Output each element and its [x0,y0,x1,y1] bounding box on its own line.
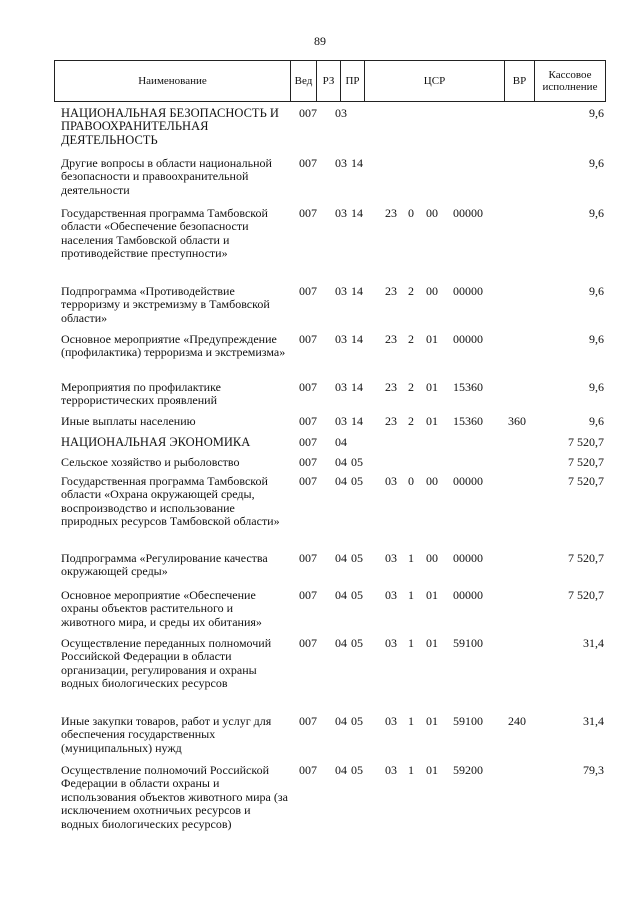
row-ved: 007 [299,206,317,220]
row-ved: 007 [299,551,317,565]
row-name: Основное мероприятие «Обеспечение охраны объектов растительного и животного мира, и среды их обитания» [61,588,262,629]
row-name: НАЦИОНАЛЬНАЯ БЕЗОПАСНОСТЬ И ПРАВООХРАНИТЕЛЬНАЯ ДЕЯТЕЛЬНОСТЬ [61,106,279,147]
row-pr: 05 [351,455,363,469]
row-rz: 03 [335,414,347,428]
row-c3: 01 [426,332,438,346]
row-c2: 1 [408,763,414,777]
row-rz: 03 [335,206,347,220]
row-amount: 9,6 [589,106,604,120]
row-ved: 007 [299,636,317,650]
row-amount: 7 520,7 [568,474,604,488]
row-c4: 15360 [453,380,483,394]
row-ved: 007 [299,435,317,449]
row-c4: 00000 [453,284,483,298]
row-pr: 05 [351,588,363,602]
row-ved: 007 [299,156,317,170]
row-ved: 007 [299,106,317,120]
row-pr: 05 [351,551,363,565]
row-c1: 03 [385,551,397,565]
row-c2: 2 [408,332,414,346]
row-name: Другие вопросы в области национальной безопасности и правоохранительной деятельности [61,156,272,197]
row-c4: 59200 [453,763,483,777]
row-rz: 03 [335,106,347,120]
table-header [54,60,606,102]
row-c1: 23 [385,332,397,346]
row-c3: 01 [426,414,438,428]
row-amount: 9,6 [589,332,604,346]
row-ved: 007 [299,332,317,346]
row-c2: 1 [408,551,414,565]
row-name: Осуществление полномочий Российской Федерации в области охраны и использования объектов животного мира (за исключением охотничьих ресурсов и водных биологических ресурсов) [61,763,288,831]
row-c2: 1 [408,588,414,602]
row-pr: 14 [351,156,363,170]
row-name: Государственная программа Тамбовской области «Обеспечение безопасности населения Тамбовской области и противодействие преступности» [61,206,268,261]
row-amount: 31,4 [583,636,604,650]
row-ved: 007 [299,455,317,469]
row-name: Осуществление переданных полномочий Российской Федерации в области организации, регулирования и охраны водных биологических ресурсов [61,636,272,691]
row-pr: 14 [351,206,363,220]
row-c1: 03 [385,763,397,777]
row-ved: 007 [299,763,317,777]
row-pr: 05 [351,636,363,650]
row-c4: 15360 [453,414,483,428]
row-c4: 00000 [453,551,483,565]
row-c3: 01 [426,380,438,394]
row-ved: 007 [299,474,317,488]
row-c2: 2 [408,284,414,298]
row-c1: 23 [385,206,397,220]
row-pr: 05 [351,714,363,728]
row-amount: 31,4 [583,714,604,728]
row-c1: 03 [385,588,397,602]
row-pr: 05 [351,763,363,777]
column-header-csr: ЦСР [365,61,505,101]
row-c3: 00 [426,474,438,488]
row-c2: 1 [408,714,414,728]
row-rz: 03 [335,380,347,394]
row-vr: 240 [508,714,526,728]
row-c4: 00000 [453,474,483,488]
row-pr: 14 [351,284,363,298]
row-rz: 04 [335,455,347,469]
row-c1: 03 [385,636,397,650]
row-amount: 7 520,7 [568,455,604,469]
row-rz: 04 [335,588,347,602]
row-amount: 79,3 [583,763,604,777]
row-rz: 03 [335,156,347,170]
row-pr: 14 [351,332,363,346]
row-ved: 007 [299,284,317,298]
row-rz: 04 [335,714,347,728]
row-name: Мероприятия по профилактике террористических проявлений [61,380,221,408]
row-name: Иные закупки товаров, работ и услуг для обеспечения государственных (муниципальных) нужд [61,714,272,755]
row-amount: 9,6 [589,156,604,170]
row-c3: 00 [426,551,438,565]
column-header-rz: РЗ [317,61,341,101]
row-ved: 007 [299,414,317,428]
row-c1: 03 [385,474,397,488]
row-c4: 59100 [453,636,483,650]
row-c4: 59100 [453,714,483,728]
row-ved: 007 [299,380,317,394]
column-header-pr: ПР [341,61,365,101]
column-header-amount: Кассовое исполнение [542,69,598,93]
row-c2: 2 [408,414,414,428]
row-pr: 05 [351,474,363,488]
row-c2: 1 [408,636,414,650]
row-c3: 00 [426,206,438,220]
column-header-vr: ВР [505,61,535,101]
row-c3: 01 [426,636,438,650]
row-rz: 04 [335,551,347,565]
column-header-ved: Вед [291,61,317,101]
page-number: 89 [314,34,326,48]
row-c3: 01 [426,763,438,777]
row-rz: 04 [335,435,347,449]
row-rz: 03 [335,332,347,346]
row-amount: 7 520,7 [568,551,604,565]
row-c1: 03 [385,714,397,728]
row-c1: 23 [385,414,397,428]
row-amount: 9,6 [589,380,604,394]
row-amount: 7 520,7 [568,588,604,602]
row-c4: 00000 [453,206,483,220]
row-amount: 9,6 [589,414,604,428]
column-header-name: Наименование [55,61,291,101]
row-amount: 9,6 [589,206,604,220]
row-rz: 04 [335,636,347,650]
row-rz: 03 [335,284,347,298]
row-c1: 23 [385,284,397,298]
row-c4: 00000 [453,588,483,602]
row-c2: 0 [408,206,414,220]
row-c2: 0 [408,474,414,488]
row-vr: 360 [508,414,526,428]
row-pr: 14 [351,414,363,428]
row-amount: 7 520,7 [568,435,604,449]
row-c1: 23 [385,380,397,394]
row-rz: 04 [335,474,347,488]
row-rz: 04 [335,763,347,777]
row-name: НАЦИОНАЛЬНАЯ ЭКОНОМИКА [61,435,251,449]
row-name: Сельское хозяйство и рыболовство [61,455,240,469]
row-c4: 00000 [453,332,483,346]
row-name: Основное мероприятие «Предупреждение (профилактика) терроризма и экстремизма» [61,332,286,360]
row-c3: 01 [426,714,438,728]
row-name: Иные выплаты населению [61,414,196,428]
row-ved: 007 [299,714,317,728]
row-name: Подпрограмма «Противодействие терроризму и экстремизму в Тамбовской области» [61,284,270,325]
row-c3: 00 [426,284,438,298]
row-c3: 01 [426,588,438,602]
row-ved: 007 [299,588,317,602]
row-name: Подпрограмма «Регулирование качества окружающей среды» [61,551,268,579]
row-name: Государственная программа Тамбовской области «Охрана окружающей среды, воспроизводство и использование природных ресурсов Тамбовской области» [61,474,280,529]
row-c2: 2 [408,380,414,394]
row-pr: 14 [351,380,363,394]
row-amount: 9,6 [589,284,604,298]
